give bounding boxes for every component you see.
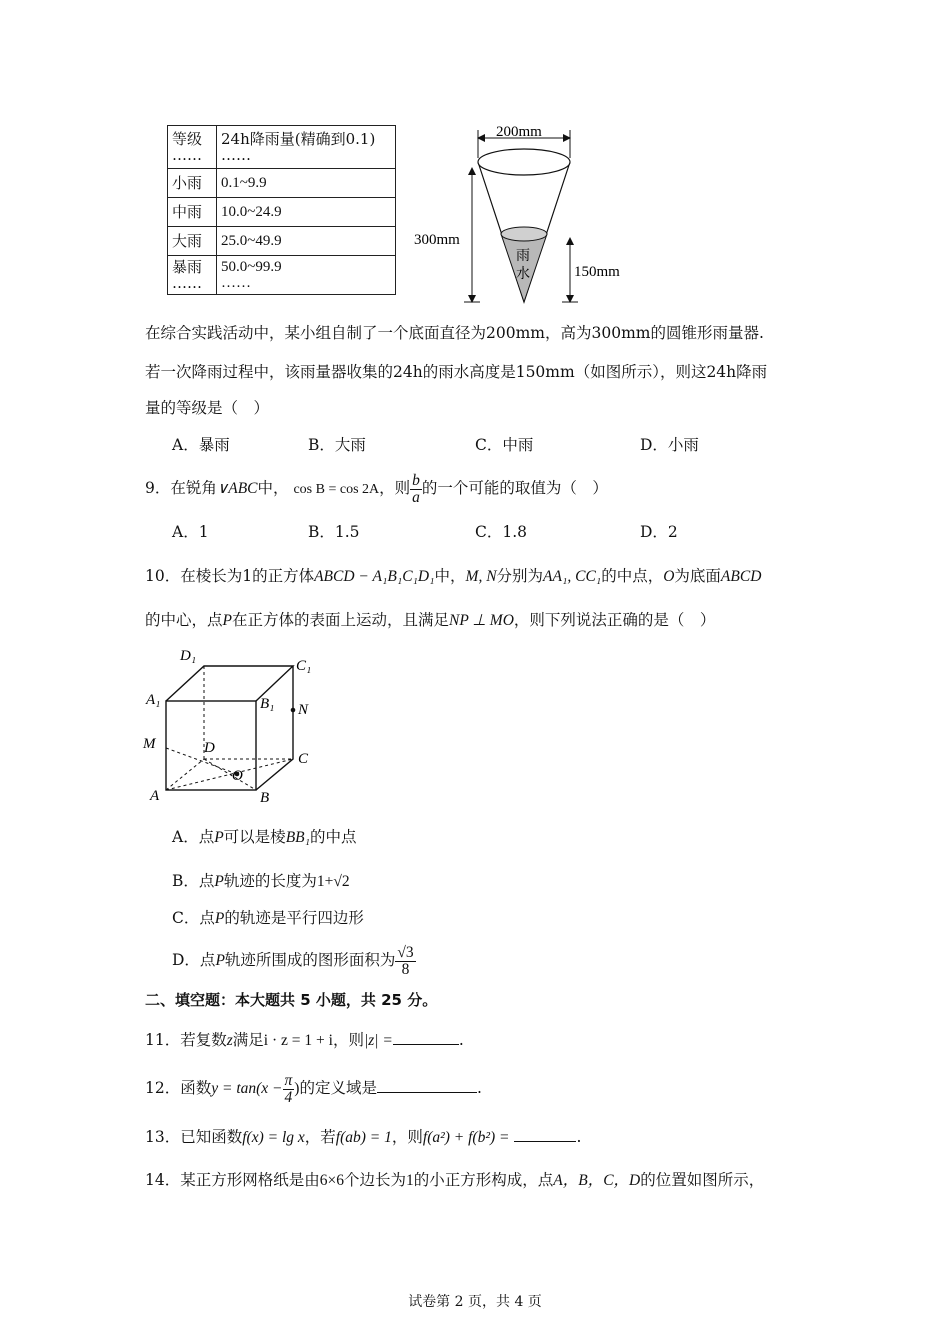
q8-line3: 量的等级是（ ） [145, 399, 270, 417]
label-c: C [298, 751, 309, 767]
pi-over-4-fraction: $\frac{\pi}{4}$ [284, 1071, 293, 1106]
sqrt3-over-8-fraction: $\frac{√3}{8}$ [397, 943, 414, 978]
answer-blank[interactable] [377, 1078, 477, 1093]
table-cell: 暴雨 …… [168, 256, 217, 295]
top-width-label: 200mm [496, 124, 542, 140]
q10-option-b: B．点P轨迹的长度为1+√2 [172, 872, 350, 890]
label-d: D [204, 740, 215, 756]
label-b1: B₁ [260, 696, 275, 712]
q9-option-d: D．2 [640, 523, 678, 541]
label-n: N [298, 702, 309, 718]
section-heading: 二、填空题：本大题共 5 小题，共 25 分。 [145, 991, 438, 1009]
q14: 14．某正方形网格纸是由6×6个边长为1的小正方形构成，点A，B，C，D的位置如图所示， [145, 1171, 765, 1189]
water-height-label: 150mm [574, 264, 620, 280]
label-m: M [143, 736, 156, 752]
cone-top-ellipse [478, 149, 570, 175]
table-header-cell: 24h降雨量(精确到0.1) …… [217, 126, 396, 169]
water-surface [501, 227, 547, 241]
q8-option-d: D．小雨 [640, 436, 699, 454]
table-row [168, 126, 396, 169]
label-a: A [150, 788, 160, 804]
table-header-cell: 等级 …… [168, 126, 217, 169]
q10-option-a: A．点P可以是棱BB₁的中点 [172, 828, 357, 846]
q8-option-b: B．大雨 [308, 436, 366, 454]
label-c1: C₁ [296, 658, 312, 674]
label-b: B [260, 790, 270, 806]
q8-line2: 若一次降雨过程中，该雨量器收集的24h的雨水高度是150mm（如图所示），则这24h降雨 [145, 363, 768, 381]
q9-stem: 9．在锐角∨ABC中， cos B = cos 2A，则 $\frac{b}{a}$ 的一个可能的取值为（ ） [145, 471, 608, 506]
segment-mo [166, 748, 237, 774]
table-cell: 25.0~49.9 [217, 227, 396, 256]
q11: 11．若复数z满足i · z = 1 + i，则|z| = . [145, 1031, 464, 1049]
table-cell: 50.0~99.9 …… [217, 256, 396, 295]
table-cell: 中雨 [168, 198, 217, 227]
right-face [256, 666, 293, 790]
height-label: 300mm [414, 232, 460, 248]
table-row [168, 227, 396, 256]
label-o: O [232, 768, 243, 784]
table-row [168, 198, 396, 227]
diag-bd [204, 759, 256, 790]
table-cell: 0.1~9.9 [217, 169, 396, 198]
q13: 13．已知函数f(x) = lg x，若f(ab) = 1，则f(a²) + f(b²) = . [145, 1128, 582, 1146]
q8-option-c: C．中雨 [475, 436, 534, 454]
cone-rain-gauge-figure [410, 118, 650, 318]
q9-option-c: C．1.8 [475, 523, 528, 541]
answer-blank[interactable] [514, 1127, 576, 1142]
b-over-a-fraction: $\frac{b}{a}$ [412, 471, 420, 506]
label-d1: D₁ [180, 648, 197, 664]
cube-figure [140, 644, 330, 809]
point-n [291, 708, 296, 713]
q10-option-c: C．点P的轨迹是平行四边形 [172, 909, 364, 927]
answer-blank[interactable] [393, 1030, 459, 1045]
table-cell: 大雨 [168, 227, 217, 256]
table-row [168, 256, 396, 295]
q12: 12．函数y = tan(x − $\frac{\pi}{4}$ )的定义域是 . [145, 1071, 482, 1106]
table-cell: 小雨 [168, 169, 217, 198]
label-a1: A₁ [146, 692, 161, 708]
q9-option-a: A．1 [172, 523, 209, 541]
q10-line1: 10．在棱长为1的正方体ABCD − A₁B₁C₁D₁中，M, N分别为AA₁, CC₁的中点，O为底面ABCD [145, 567, 762, 585]
table-cell: 10.0~24.9 [217, 198, 396, 227]
page-footer: 试卷第 2 页，共 4 页 [408, 1294, 542, 1310]
q8-line1: 在综合实践活动中，某小组自制了一个底面直径为200mm，高为300mm的圆锥形雨量器. [145, 324, 764, 342]
table-row [168, 169, 396, 198]
rainfall-table [167, 125, 396, 295]
water-label-1: 雨 [516, 248, 530, 264]
q8-option-a: A．暴雨 [172, 436, 230, 454]
q9-option-b: B．1.5 [308, 523, 360, 541]
water-label-2: 水 [516, 266, 530, 282]
q10-option-d: D．点P轨迹所围成的图形面积为 $\frac{√3}{8}$ [172, 943, 414, 978]
q10-line2: 的中心，点P在正方体的表面上运动，且满足NP ⊥ MO，则下列说法正确的是（ ） [145, 611, 716, 629]
